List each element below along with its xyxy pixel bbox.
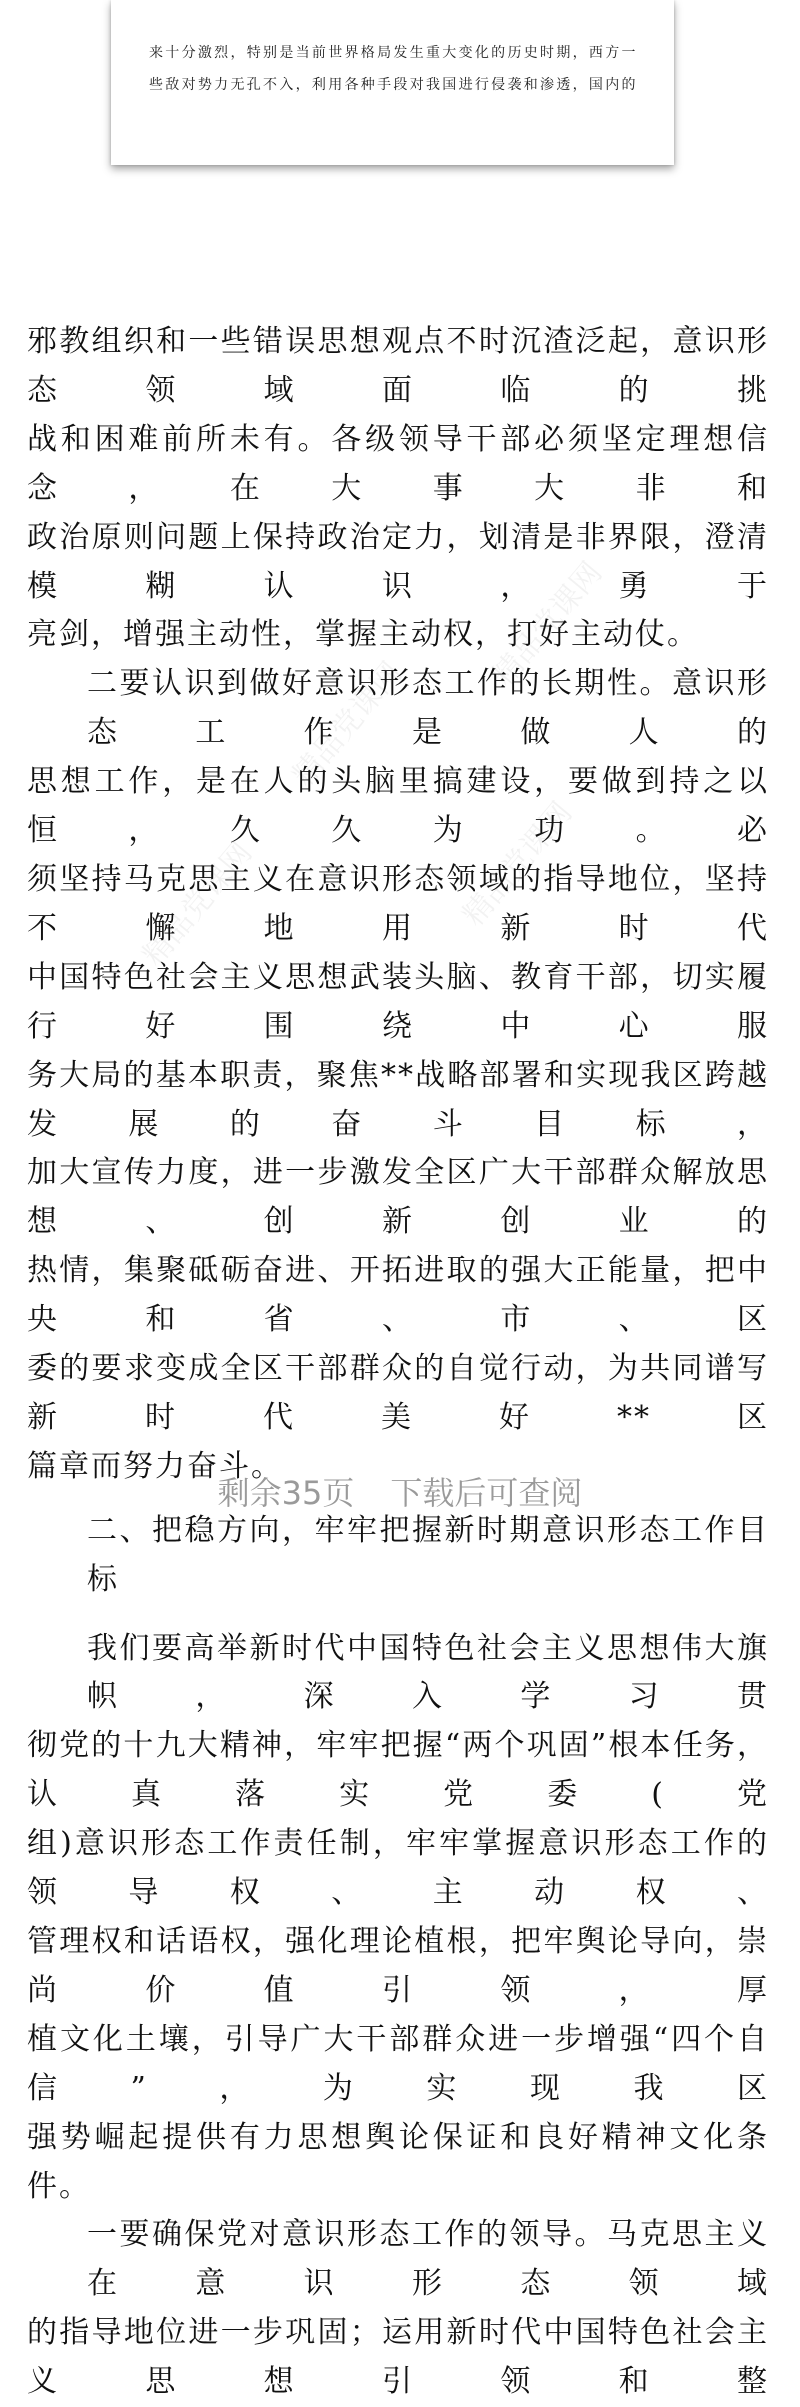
text-line: 彻党的十九大精神，牢牢把握“两个巩固”根本任务，认真落实党委(党 [27,1728,769,1813]
text-line: 二要认识到做好意识形态工作的长期性。意识形态工作是做人的 [87,666,769,751]
text-line: 我们要高举新时代中国特色社会主义思想伟大旗帜，深入学习贯 [87,1630,769,1715]
text-line: 加大宣传力度，进一步激发全区广大干部群众解放思想、创新创业的 [27,1155,769,1240]
text-line: 政治原则问题上保持政治定力，划清是非界限，澄清模糊认识，勇于 [27,519,769,604]
watermark: 精品党课网 [286,655,410,793]
text-line: 委的要求变成全区干部群众的自觉行动，为共同谱写新时代美好**区 [27,1351,769,1435]
text-line: 植文化土壤，引导广大干部群众进一步增强“四个自信”，为实现我区 [27,2021,769,2106]
watermark: 精品党课网 [486,555,610,693]
text-line: 篇章而努力奋斗。 [27,1448,283,1484]
text-line: 战和困难前所未有。各级领导干部必须坚定理想信念，在大事大非和 [27,421,769,506]
text-line: 务大局的基本职责，聚焦**战略部署和实现我区跨越发展的奋斗目标， [27,1057,769,1142]
card-line: 来十分激烈，特别是当前世界格局发生重大变化的历史时期，西方一 [149,45,636,61]
watermark: 精品党课网 [456,795,580,933]
section-heading: 二、把稳方向，牢牢把握新时期意识形态工作目标 [87,1512,769,1597]
text-line: 中国特色社会主义思想武装头脑、教育干部，切实履行好围绕中心服 [27,959,769,1044]
preview-page-card [111,0,674,165]
text-line: 热情，集聚砥砺奋进、开拓进取的强大正能量，把中央和省、市、区 [27,1253,769,1338]
download-to-view-link[interactable]: 下载后可查阅 [390,1474,583,1512]
text-line: 须坚持马克思主义在意识形态领域的指导地位，坚持不懈地用新时代 [27,861,769,946]
remaining-pages-label: 剩余35页 [217,1474,355,1512]
text-line: 一要确保党对意识形态工作的领导。马克思主义在意识形态领域 [87,2217,769,2302]
watermark: 精品党课网 [136,835,260,973]
download-prompt[interactable] [0,1468,800,1514]
text-line: 强势崛起提供有力思想舆论保证和良好精神文化条件。 [27,2119,769,2204]
document-body [27,318,769,2407]
text-line: 的指导地位进一步巩固；运用新时代中国特色社会主义思想引领和整 [27,2315,769,2400]
text-line: 组)意识形态工作责任制，牢牢掌握意识形态工作的领导权、主动权、 [27,1826,769,1911]
text-line: 亮剑，增强主动性，掌握主动权，打好主动仗。 [27,617,699,653]
card-line: 些敌对势力无孔不入，利用各种手段对我国进行侵袭和渗透，国内的 [149,77,636,93]
text-line: 思想工作，是在人的头脑里搞建设，要做到持之以恒，久久为功。必 [27,764,769,849]
text-line: 邪教组织和一些错误思想观点不时沉渣泛起，意识形态领域面临的挑 [27,324,769,408]
text-line: 管理权和话语权，强化理论植根，把牢舆论导向，崇尚价值引领，厚 [27,1924,769,2008]
